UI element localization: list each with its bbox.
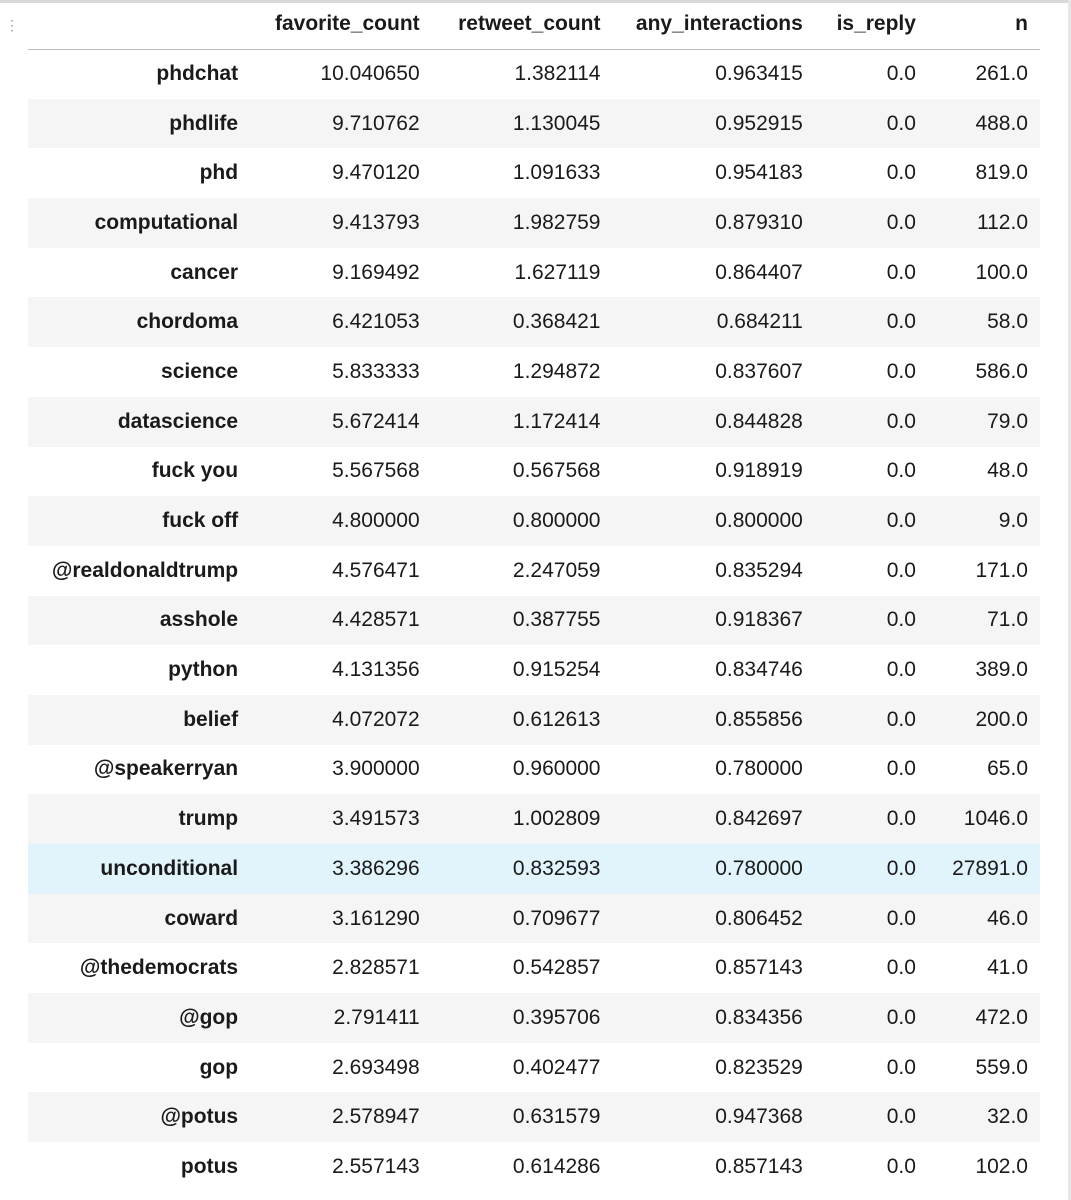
cell-retweet-count: 2.247059	[512, 558, 601, 582]
row-index-label: computational	[94, 210, 239, 234]
header-index	[28, 0, 250, 49]
cell-n: 389.0	[975, 658, 1028, 682]
cell-is-reply: 0.0	[886, 509, 916, 533]
table-row	[28, 546, 1040, 596]
cell-retweet-count: 0.368421	[512, 310, 601, 334]
cell-favorite-count: 4.428571	[332, 608, 420, 632]
cell-any-interactions: 0.879310	[715, 210, 803, 234]
row-index-label: @gop	[179, 1005, 239, 1029]
cell-retweet-count: 1.002809	[512, 807, 601, 831]
cell-n: 58.0	[987, 310, 1028, 334]
header-favorite-count: favorite_count	[274, 12, 420, 36]
cell-n: 112.0	[977, 210, 1028, 234]
cell-any-interactions: 0.864407	[715, 260, 803, 284]
cell-n: 48.0	[987, 459, 1028, 483]
table-row	[28, 148, 1040, 198]
cell-favorite-count: 3.491573	[332, 807, 420, 831]
cell-favorite-count: 2.578947	[332, 1105, 420, 1129]
table-row	[28, 1142, 1040, 1192]
cell-n: 41.0	[987, 956, 1028, 980]
cell-any-interactions: 0.684211	[716, 310, 803, 334]
cell-n: 65.0	[987, 757, 1028, 781]
header-retweet-count: retweet_count	[458, 12, 601, 36]
row-index-label: unconditional	[100, 856, 239, 880]
cell-n: 559.0	[975, 1055, 1028, 1079]
table-row	[28, 993, 1040, 1043]
cell-retweet-count: 0.612613	[512, 707, 601, 731]
cell-favorite-count: 2.557143	[332, 1154, 420, 1178]
dataframe-table	[28, 0, 1040, 1192]
table-row	[28, 248, 1040, 298]
cell-is-reply: 0.0	[886, 558, 916, 582]
cell-favorite-count: 4.072072	[332, 707, 420, 731]
row-index-label: phdchat	[156, 62, 239, 86]
cell-retweet-count: 0.567568	[512, 459, 601, 483]
cell-retweet-count: 1.091633	[512, 161, 601, 185]
cell-favorite-count: 4.800000	[332, 509, 420, 533]
cell-favorite-count: 2.828571	[332, 956, 420, 980]
cell-retweet-count: 0.832593	[512, 856, 601, 880]
row-index-label: belief	[183, 707, 239, 731]
row-index-label: trump	[178, 807, 239, 831]
cell-n: 819.0	[975, 161, 1028, 185]
cell-any-interactions: 0.780000	[715, 757, 803, 781]
cell-is-reply: 0.0	[886, 210, 916, 234]
cell-retweet-count: 1.382114	[514, 62, 601, 86]
cell-any-interactions: 0.954183	[715, 161, 803, 185]
cell-n: 472.0	[975, 1005, 1028, 1029]
cell-favorite-count: 6.421053	[332, 310, 420, 334]
cell-is-reply: 0.0	[886, 1055, 916, 1079]
cell-favorite-count: 3.161290	[332, 906, 420, 930]
cell-any-interactions: 0.834356	[715, 1005, 803, 1029]
table-row	[28, 347, 1040, 397]
cell-n: 79.0	[987, 409, 1028, 433]
cell-retweet-count: 0.395706	[512, 1005, 601, 1029]
cell-retweet-count: 0.960000	[512, 757, 601, 781]
cell-favorite-count: 2.791411	[333, 1005, 420, 1029]
row-index-label: science	[161, 359, 239, 383]
cell-is-reply: 0.0	[886, 161, 916, 185]
cell-is-reply: 0.0	[886, 757, 916, 781]
cell-any-interactions: 0.834746	[715, 658, 803, 682]
row-index-label: cancer	[170, 260, 239, 284]
cell-is-reply: 0.0	[886, 409, 916, 433]
cell-any-interactions: 0.806452	[715, 906, 803, 930]
row-index-label: @realdonaldtrump	[51, 558, 239, 582]
row-index-label: phdlife	[169, 111, 239, 135]
cell-is-reply: 0.0	[886, 906, 916, 930]
cell-retweet-count: 1.172414	[512, 409, 601, 433]
ellipsis-vertical-icon[interactable]: ⋮	[5, 17, 19, 33]
cell-any-interactions: 0.780000	[715, 856, 803, 880]
cell-n: 9.0	[998, 509, 1028, 533]
cell-any-interactions: 0.963415	[715, 62, 803, 86]
table-row	[28, 447, 1040, 497]
cell-favorite-count: 9.470120	[332, 161, 420, 185]
cell-is-reply: 0.0	[886, 459, 916, 483]
table-row	[28, 49, 1040, 99]
cell-any-interactions: 0.947368	[715, 1105, 803, 1129]
cell-retweet-count: 0.614286	[512, 1154, 601, 1178]
row-index-label: chordoma	[136, 310, 239, 334]
cell-favorite-count: 9.710762	[332, 111, 420, 135]
table-row	[28, 745, 1040, 795]
cell-n: 27891.0	[952, 856, 1028, 880]
cell-n: 46.0	[987, 906, 1028, 930]
cell-n: 200.0	[975, 707, 1028, 731]
table-row	[28, 397, 1040, 447]
cell-is-reply: 0.0	[886, 62, 916, 86]
cell-retweet-count: 0.709677	[512, 906, 601, 930]
cell-n: 32.0	[987, 1105, 1028, 1129]
row-index-label: fuck you	[151, 459, 239, 483]
cell-favorite-count: 9.413793	[332, 210, 420, 234]
cell-retweet-count: 0.402477	[512, 1055, 601, 1079]
cell-is-reply: 0.0	[886, 111, 916, 135]
cell-is-reply: 0.0	[886, 1105, 916, 1129]
cell-is-reply: 0.0	[886, 1005, 916, 1029]
cell-any-interactions: 0.857143	[715, 956, 803, 980]
cell-retweet-count: 0.915254	[512, 658, 601, 682]
cell-any-interactions: 0.857143	[715, 1154, 803, 1178]
cell-n: 171.0	[975, 558, 1028, 582]
row-index-label: gop	[199, 1055, 239, 1079]
table-row	[28, 943, 1040, 993]
table-body	[28, 49, 1040, 1192]
cell-retweet-count: 0.542857	[512, 956, 601, 980]
cell-retweet-count: 0.387755	[512, 608, 601, 632]
cell-retweet-count: 1.130045	[512, 111, 601, 135]
cell-n: 488.0	[975, 111, 1028, 135]
cell-retweet-count: 1.294872	[512, 359, 601, 383]
cell-is-reply: 0.0	[886, 807, 916, 831]
cell-favorite-count: 4.576471	[332, 558, 420, 582]
cell-favorite-count: 4.131356	[332, 658, 420, 682]
header-any-interactions: any_interactions	[635, 12, 803, 36]
row-index-label: datascience	[117, 409, 239, 433]
row-index-label: @thedemocrats	[79, 956, 239, 980]
cell-n: 1046.0	[963, 807, 1028, 831]
cell-favorite-count: 2.693498	[332, 1055, 420, 1079]
cell-favorite-count: 5.672414	[332, 409, 420, 433]
table-header	[28, 0, 1040, 49]
cell-any-interactions: 0.918919	[715, 459, 803, 483]
cell-any-interactions: 0.842697	[715, 807, 803, 831]
table-row	[28, 198, 1040, 248]
cell-any-interactions: 0.844828	[715, 409, 803, 433]
table-row	[28, 1043, 1040, 1093]
cell-favorite-count: 3.386296	[332, 856, 420, 880]
cell-any-interactions: 0.800000	[715, 509, 803, 533]
cell-is-reply: 0.0	[886, 310, 916, 334]
cell-retweet-count: 0.800000	[512, 509, 601, 533]
cell-n: 100.0	[975, 260, 1028, 284]
cell-is-reply: 0.0	[886, 956, 916, 980]
header-row	[28, 0, 1040, 49]
table-row	[28, 894, 1040, 944]
cell-is-reply: 0.0	[886, 707, 916, 731]
row-index-label: @speakerryan	[93, 757, 239, 781]
table-row	[28, 1092, 1040, 1142]
cell-is-reply: 0.0	[886, 1154, 916, 1178]
table-row	[28, 645, 1040, 695]
row-index-label: python	[168, 658, 239, 682]
table-row	[28, 794, 1040, 844]
cell-is-reply: 0.0	[886, 359, 916, 383]
table-row	[28, 695, 1040, 745]
cell-n: 586.0	[975, 359, 1028, 383]
row-index-label: asshole	[159, 608, 239, 632]
cell-n: 71.0	[987, 608, 1028, 632]
row-index-label: phd	[199, 161, 239, 185]
header-n: n	[1015, 12, 1028, 36]
table-row	[28, 496, 1040, 546]
cell-favorite-count: 9.169492	[332, 260, 420, 284]
table-row	[28, 99, 1040, 149]
cell-retweet-count: 1.627119	[514, 260, 601, 284]
cell-is-reply: 0.0	[886, 856, 916, 880]
row-index-label: @potus	[160, 1105, 239, 1129]
cell-any-interactions: 0.823529	[715, 1055, 803, 1079]
row-index-label: potus	[180, 1154, 239, 1178]
cell-any-interactions: 0.837607	[715, 359, 803, 383]
cell-retweet-count: 0.631579	[512, 1105, 601, 1129]
header-is-reply: is_reply	[836, 12, 916, 36]
row-index-label: fuck off	[162, 509, 239, 533]
cell-any-interactions: 0.918367	[715, 608, 803, 632]
cell-any-interactions: 0.952915	[715, 111, 803, 135]
cell-favorite-count: 5.833333	[332, 359, 420, 383]
cell-n: 261.0	[975, 62, 1028, 86]
cell-is-reply: 0.0	[886, 658, 916, 682]
row-index-label: coward	[164, 906, 239, 930]
cell-favorite-count: 3.900000	[332, 757, 420, 781]
table-row	[28, 596, 1040, 646]
cell-favorite-count: 5.567568	[332, 459, 420, 483]
cell-any-interactions: 0.855856	[715, 707, 803, 731]
cell-n: 102.0	[975, 1154, 1028, 1178]
cell-any-interactions: 0.835294	[715, 558, 803, 582]
table-row	[28, 297, 1040, 347]
cell-favorite-count: 10.040650	[320, 62, 420, 86]
table-row	[28, 844, 1040, 894]
cell-is-reply: 0.0	[886, 260, 916, 284]
cell-retweet-count: 1.982759	[512, 210, 601, 234]
cell-is-reply: 0.0	[886, 608, 916, 632]
